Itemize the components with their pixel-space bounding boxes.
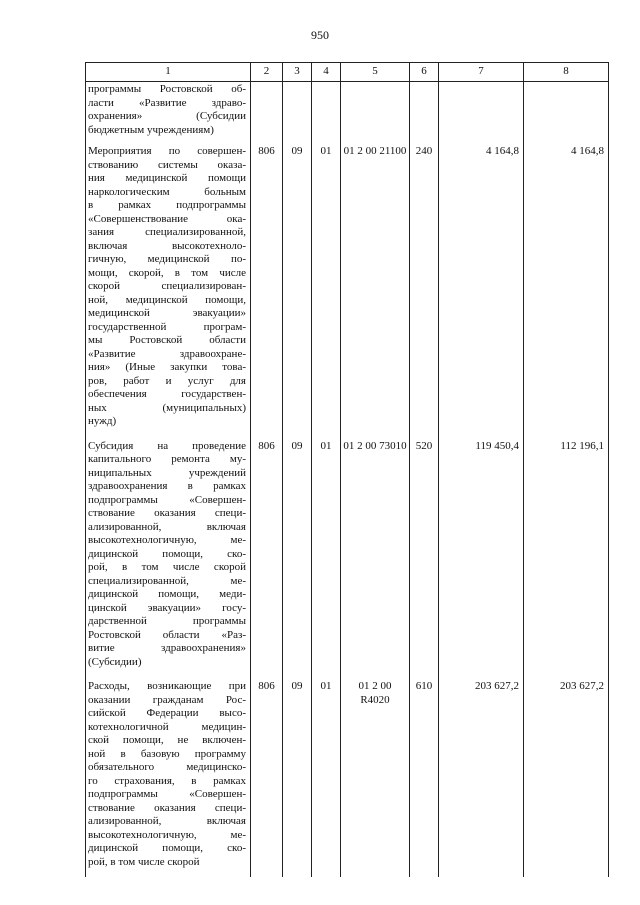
header-col-8: 8 (524, 63, 609, 82)
description-line: скорой специализирован- (88, 280, 246, 292)
description-line: обязательного медицинско- (88, 761, 246, 773)
description-line: в рамках подпрограммы (88, 199, 246, 211)
description-line: «Совершенствование ока- (88, 212, 246, 225)
description-line: ствование оказания специ- (88, 801, 246, 814)
description-line: ния» (Иные закупки това- (88, 361, 246, 373)
cell-expense-type: 240 (410, 142, 439, 437)
description-line: дицинской помощи, ско- (88, 547, 246, 560)
cell-target-article: 01 2 00 R4020 (341, 677, 410, 877)
cell-admin-code (251, 82, 283, 143)
cell-amount-year-1: 4 164,8 (439, 142, 524, 437)
cell-amount-year-2: 4 164,8 (524, 142, 609, 437)
header-col-7: 7 (439, 63, 524, 82)
header-col-5: 5 (341, 63, 410, 82)
description-line: подпрограммы «Совершен- (88, 788, 246, 800)
cell-target-article: 01 2 00 73010 (341, 437, 410, 678)
cell-amount-year-1 (439, 82, 524, 143)
description-line: ных (муниципальных) (88, 401, 246, 414)
description-line: обеспечения государствен- (88, 388, 246, 400)
cell-section: 09 (283, 142, 312, 437)
cell-amount-year-1: 203 627,2 (439, 677, 524, 877)
cell-expense-type: 520 (410, 437, 439, 678)
description-line: ализированной, включая (88, 520, 246, 533)
description-line: ствование оказания специ- (88, 507, 246, 519)
cell-amount-year-2: 112 196,1 (524, 437, 609, 678)
cell-amount-year-2: 203 627,2 (524, 677, 609, 877)
description-line: Мероприятия по совершен- (88, 145, 246, 157)
header-col-2: 2 (251, 63, 283, 82)
table-row (86, 82, 609, 143)
description-line: Расходы, возникающие при (88, 680, 246, 692)
description-line: (Субсидии) (88, 655, 142, 668)
cell-target-article (341, 82, 410, 143)
cell-section (283, 82, 312, 143)
cell-amount-year-1: 119 450,4 (439, 437, 524, 678)
cell-expense-type: 610 (410, 677, 439, 877)
description-line: программы Ростовской об- (88, 83, 246, 95)
cell-expense-type (410, 82, 439, 143)
cell-admin-code: 806 (251, 142, 283, 437)
budget-table (85, 62, 609, 877)
description-line: медицинской эвакуации» (88, 307, 246, 319)
description-line: оказании гражданам Рос- (88, 693, 246, 706)
description-line: здравоохранения в рамках (88, 480, 246, 492)
cell-subsection: 01 (312, 677, 341, 877)
cell-subsection (312, 82, 341, 143)
description-line: специализированной, ме- (88, 574, 246, 587)
description-line: нужд) (88, 415, 117, 427)
description-line: ния медицинской помощи (88, 172, 246, 184)
description-line: цинской эвакуации» госу- (88, 601, 246, 614)
description-line: «Развитие здравоохране- (88, 347, 246, 360)
row-description (86, 82, 251, 143)
row-description (86, 437, 251, 678)
header-col-4: 4 (312, 63, 341, 82)
description-line: гичную, медицинской по- (88, 253, 246, 265)
table-body (86, 82, 609, 878)
description-line: го страхования, в рамках (88, 774, 246, 787)
description-line: дарственной программы (88, 615, 246, 627)
description-line: бюджетным учреждениям) (88, 123, 214, 136)
description-line: ной в базовую программу (88, 747, 246, 760)
description-line: включая высокотехноло- (88, 239, 246, 252)
description-line: ров, работ и услуг для (88, 374, 246, 387)
table-row (86, 142, 609, 437)
description-line: ной, медицинской помощи, (88, 293, 246, 306)
description-line: высокотехнологичную, ме- (88, 828, 246, 841)
description-line: ализированной, включая (88, 815, 246, 827)
description-line: рой, в том числе скорой (88, 561, 246, 573)
description-line: высокотехнологичную, ме- (88, 534, 246, 546)
cell-admin-code: 806 (251, 437, 283, 678)
description-line: мы Ростовской области (88, 334, 246, 346)
table-row (86, 677, 609, 877)
description-line: подпрограммы «Совершен- (88, 493, 246, 506)
description-line: мощи, скорой, в том числе (88, 266, 246, 279)
row-description (86, 677, 251, 877)
page-number: 950 (311, 28, 329, 42)
description-line: котехнологичной медицин- (88, 720, 246, 733)
description-line: капитального ремонта му- (88, 453, 246, 465)
description-line: дицинской помощи, меди- (88, 588, 246, 600)
description-line: ласти «Развитие здраво- (88, 96, 246, 109)
header-col-3: 3 (283, 63, 312, 82)
row-description (86, 142, 251, 437)
description-line: Субсидия на проведение (88, 439, 246, 452)
description-line: ствованию системы оказа- (88, 158, 246, 171)
description-line: зания специализированной, (88, 226, 246, 238)
description-line: охранения» (Субсидии (88, 110, 246, 122)
cell-subsection: 01 (312, 142, 341, 437)
header-col-6: 6 (410, 63, 439, 82)
cell-target-article: 01 2 00 21100 (341, 142, 410, 437)
cell-section: 09 (283, 437, 312, 678)
description-line: сийской Федерации высо- (88, 707, 246, 719)
description-line: наркологическим больным (88, 185, 246, 198)
description-line: государственной програм- (88, 320, 246, 333)
cell-admin-code: 806 (251, 677, 283, 877)
description-line: дицинской помощи, ско- (88, 842, 246, 854)
description-line: ской помощи, не включен- (88, 734, 246, 746)
table-header-row (86, 63, 609, 82)
description-line: Ростовской области «Раз- (88, 628, 246, 641)
table-row (86, 437, 609, 678)
description-line: витие здравоохранения» (88, 642, 246, 654)
cell-subsection: 01 (312, 437, 341, 678)
cell-amount-year-2 (524, 82, 609, 143)
header-col-1: 1 (86, 63, 251, 82)
cell-section: 09 (283, 677, 312, 877)
description-line: ниципальных учреждений (88, 466, 246, 479)
description-line: рой, в том числе скорой (88, 855, 200, 868)
